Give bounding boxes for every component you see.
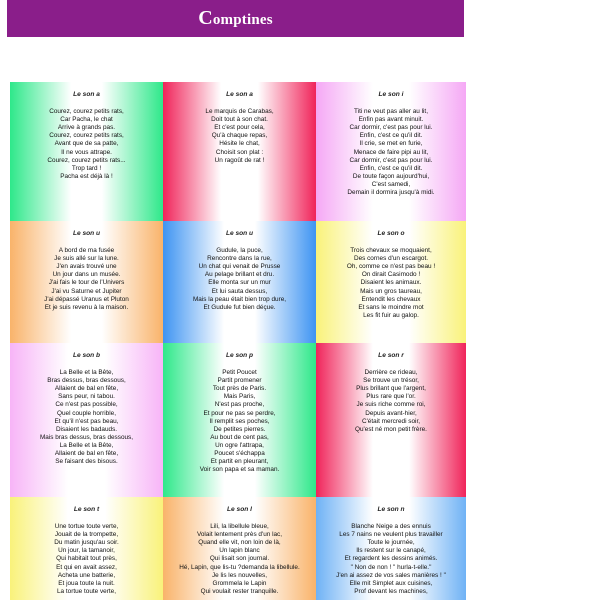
rhyme-line: Et qui en avait assez, xyxy=(56,563,117,571)
rhyme-line: Arrive à grands pas. xyxy=(57,124,116,132)
rhyme-line: Allaient de bal en fête, xyxy=(54,450,119,458)
rhyme-line: Il crie, se met en furie, xyxy=(359,140,423,148)
page-title xyxy=(198,7,273,30)
rhyme-line: Tout près de Paris. xyxy=(212,385,267,393)
rhyme-line: Blanche Neige a des ennuis xyxy=(351,523,431,531)
rhyme-line: Titi ne veut pas aller au lit, xyxy=(353,108,428,116)
rhyme-line: Et c'est pour cela, xyxy=(214,124,265,132)
rhyme-line: Je suis allé sur la lune. xyxy=(54,255,119,263)
rhyme-line: Un jour dans un musée. xyxy=(52,271,121,279)
rhyme-card xyxy=(10,343,163,497)
rhyme-line: La Belle et la Bête, xyxy=(59,369,114,377)
rhyme-title: Le son a xyxy=(226,91,253,98)
rhyme-line: Car dormir, c'est pas pour lui. xyxy=(349,156,433,164)
rhyme-line: Enfin pas avant minuit. xyxy=(358,116,424,124)
rhyme-line: Menace de faire pipi au lit, xyxy=(353,148,429,156)
rhyme-line: De toute façon aujourd'hui, xyxy=(352,172,430,180)
rhyme-line: Au bout de cent pas, xyxy=(210,433,269,441)
rhyme-line: Doit tout à son chat. xyxy=(211,116,268,124)
rhyme-title: Le son a xyxy=(73,91,100,98)
rhyme-card xyxy=(163,343,316,497)
rhyme-line: Demain il dormira jusqu'à midi. xyxy=(347,189,435,197)
rhyme-line: Ce n'est pas possible, xyxy=(55,401,118,409)
rhyme-line: J'ai dépassé Uranus et Pluton xyxy=(44,295,129,303)
rhyme-line: Du matin jusqu'au soir. xyxy=(54,539,119,547)
rhyme-line: Et Gudule fut bien déçue. xyxy=(203,303,276,311)
rhyme-card xyxy=(163,221,316,343)
rhyme-title: Le son b xyxy=(72,352,101,359)
rhyme-card xyxy=(163,82,316,221)
rhyme-line: Des cornes d'un escargot. xyxy=(353,255,429,263)
rhyme-line: Enfin, c'est ce qu'il dit. xyxy=(359,164,423,172)
rhyme-line: Un jour, la tamanoir, xyxy=(58,547,115,555)
rhyme-line: Rencontre dans la rue, xyxy=(207,255,272,263)
rhyme-line: J'ai fais le tour de l'Univers xyxy=(48,279,125,287)
rhyme-line: Et joua toute la nuit. xyxy=(58,579,115,587)
rhyme-line: Mais Paris, xyxy=(223,393,256,401)
rhyme-line: Bras dessus, bras dessous, xyxy=(47,377,126,385)
rhyme-line: Il remplit ses poches, xyxy=(209,417,270,425)
rhyme-line: N'est pas proche, xyxy=(214,401,265,409)
rhyme-line: La tortue toute verte, xyxy=(57,587,116,595)
rhyme-line: Car dormir, c'est pas pour lui. xyxy=(349,124,433,132)
rhyme-line: Disaient les animaux. xyxy=(360,279,422,287)
rhyme-title: Le son r xyxy=(378,352,404,359)
rhyme-line: Qui lisait son journal. xyxy=(209,555,270,563)
rhyme-line: Qu'à chaque repas, xyxy=(211,132,268,140)
rhyme-line: Et lui sauta dessus, xyxy=(211,287,268,295)
header-banner xyxy=(7,0,464,37)
rhyme-line: Allaient de bal en fête, xyxy=(54,385,119,393)
rhyme-line: Avant que de sa patte, xyxy=(54,140,119,148)
rhyme-line: Quand elle vit, non loin de là, xyxy=(198,539,281,547)
rhyme-line: Enfin, c'est ce qu'il dit. xyxy=(359,132,423,140)
rhyme-line: Et pour ne pas se perdre, xyxy=(203,409,276,417)
rhyme-line: Poucet s'échappa xyxy=(214,450,265,458)
rhyme-line: Hésite le chat, xyxy=(219,140,260,148)
rhyme-line: Le marquis de Carabas, xyxy=(205,108,274,116)
rhyme-line: Un chat qui venait de Prusse xyxy=(198,263,281,271)
rhyme-line: Lili, la libellule bleue, xyxy=(210,523,269,531)
rhyme-line: Pacha est déjà là ! xyxy=(60,172,113,180)
rhyme-line: Un lapin blanc xyxy=(219,547,260,555)
rhyme-line: Prof devant les machines, xyxy=(354,587,428,595)
rhyme-line: Une tortue toute verte, xyxy=(54,523,119,531)
rhyme-title: Le son p xyxy=(225,352,254,359)
rhyme-line: Choisit son plat : xyxy=(215,148,264,156)
rhyme-line: Et qu'il n'est pas beau, xyxy=(54,417,119,425)
rhyme-line: Courez, courez petits rats, xyxy=(49,132,124,140)
rhyme-line: Car Pacha, le chat xyxy=(60,116,113,124)
rhyme-line: Qui voulait rester tranquille. xyxy=(200,587,279,595)
rhyme-line: Les fit fuir au galop. xyxy=(363,311,419,319)
rhyme-line: Quel couple horrible, xyxy=(57,409,116,417)
rhyme-line: Acheta une batterie, xyxy=(57,571,116,579)
rhyme-line: " Non de non ! " hurla-t-elle." xyxy=(350,563,432,571)
rhyme-line: Je suis riche comme roi, xyxy=(356,401,426,409)
rhyme-line: Qui habitait tout près, xyxy=(56,555,117,563)
rhyme-line: Plus brillant que l'argent, xyxy=(356,385,426,393)
rhyme-line: Jouait de la trompette, xyxy=(54,531,119,539)
rhyme-line: Volait lentement près d'un lac, xyxy=(196,531,283,539)
rhyme-line: Voir son papa et sa maman. xyxy=(199,466,280,474)
rhyme-card xyxy=(10,497,163,600)
rhyme-line: Gudule, la puce, xyxy=(216,247,263,255)
rhyme-line: Trois chevaux se moquaient, xyxy=(350,247,432,255)
rhyme-line: Disaient les badauds. xyxy=(55,425,118,433)
rhyme-line: A bord de ma fusée xyxy=(58,247,115,255)
rhyme-line: Au pelage brillant et dru. xyxy=(204,271,275,279)
rhyme-line: Entendit les chevaux xyxy=(361,295,421,303)
rhyme-line: J'ai vu Saturne et Jupiter xyxy=(51,287,122,295)
rhyme-line: On dirait Casimodo ! xyxy=(361,271,421,279)
rhyme-line: Qu'est né mon petit frère. xyxy=(355,425,427,433)
rhyme-line: Sans peur, ni tabou. xyxy=(58,393,115,401)
rhyme-line: Et partit en pleurant, xyxy=(210,458,269,466)
rhyme-card xyxy=(316,497,466,600)
rhyme-line: Je lis les nouvelles, xyxy=(211,571,268,579)
rhyme-line: Et je suis revenu à la maison. xyxy=(44,303,129,311)
rhyme-line: Elle mit Simplet aux cuisines, xyxy=(349,579,433,587)
rhyme-line: Un ogre l'attrapa, xyxy=(215,441,264,449)
rhyme-title: Le son l xyxy=(227,506,252,513)
rhyme-line: C'était mercredi soir, xyxy=(361,417,421,425)
rhyme-title: Le son o xyxy=(377,230,405,237)
rhyme-line: Mais un gros taureau, xyxy=(360,287,422,295)
rhyme-line: Hé, Lapin, que lis-tu ?demanda la libellule. xyxy=(179,563,300,571)
nursery-rhyme-grid xyxy=(10,82,466,600)
rhyme-line: Et regardent les dessins animés. xyxy=(344,555,438,563)
rhyme-line: Les 7 nains ne veulent plus travailler xyxy=(339,531,443,539)
rhyme-line: Toute le journée, xyxy=(367,539,415,547)
rhyme-title: Le son t xyxy=(73,506,100,513)
rhyme-card xyxy=(316,343,466,497)
rhyme-title: Le son i xyxy=(378,91,404,98)
rhyme-line: De petites pierres. xyxy=(213,425,266,433)
rhyme-line: Partit promener xyxy=(217,377,262,385)
rhyme-line: Petit Poucet xyxy=(222,369,257,377)
rhyme-line: Elle monta sur un mur xyxy=(208,279,271,287)
rhyme-line: Il ne vous attrape. xyxy=(61,148,112,156)
rhyme-line: Ils restent sur le canapé, xyxy=(356,547,426,555)
rhyme-title: Le son n xyxy=(377,506,405,513)
rhyme-card xyxy=(316,82,466,221)
rhyme-card xyxy=(163,497,316,600)
rhyme-line: Courez, courez petits rats, xyxy=(49,108,124,116)
rhyme-line: Mais bras dessus, bras dessous, xyxy=(39,433,134,441)
rhyme-line: Se trouve un trésor, xyxy=(363,377,419,385)
rhyme-line: Depuis avant-hier, xyxy=(365,409,417,417)
rhyme-line: Courez, courez petits rats... xyxy=(47,156,126,164)
rhyme-line: J'en avais trouvé une xyxy=(56,263,117,271)
rhyme-line: Mais la peau était bien trop dure, xyxy=(192,295,287,303)
page-title-rest: omptines xyxy=(212,12,273,28)
rhyme-line: Plus rare que l'or. xyxy=(366,393,416,401)
rhyme-line: Trop tard ! xyxy=(71,164,102,172)
rhyme-title: Le son u xyxy=(225,230,254,237)
rhyme-line: Derrière ce rideau, xyxy=(364,369,418,377)
rhyme-card xyxy=(10,82,163,221)
rhyme-card xyxy=(10,221,163,343)
rhyme-title: Le son u xyxy=(72,230,101,237)
page-title-initial: C xyxy=(198,7,213,29)
rhyme-line: Oh, comme ce n'est pas beau ! xyxy=(346,263,436,271)
rhyme-line: J'en ai assez de vos sales manières ! " xyxy=(336,571,446,579)
rhyme-line: Et sans le moindre mot xyxy=(358,303,424,311)
rhyme-line: Se faisant des bisous. xyxy=(55,458,118,466)
rhyme-card xyxy=(316,221,466,343)
rhyme-line: Grommela le Lapin xyxy=(212,579,267,587)
rhyme-line: C'est samedi, xyxy=(371,180,411,188)
rhyme-line: La Belle et la Bête, xyxy=(59,441,114,449)
rhyme-line: Un ragoût de rat ! xyxy=(214,156,265,164)
